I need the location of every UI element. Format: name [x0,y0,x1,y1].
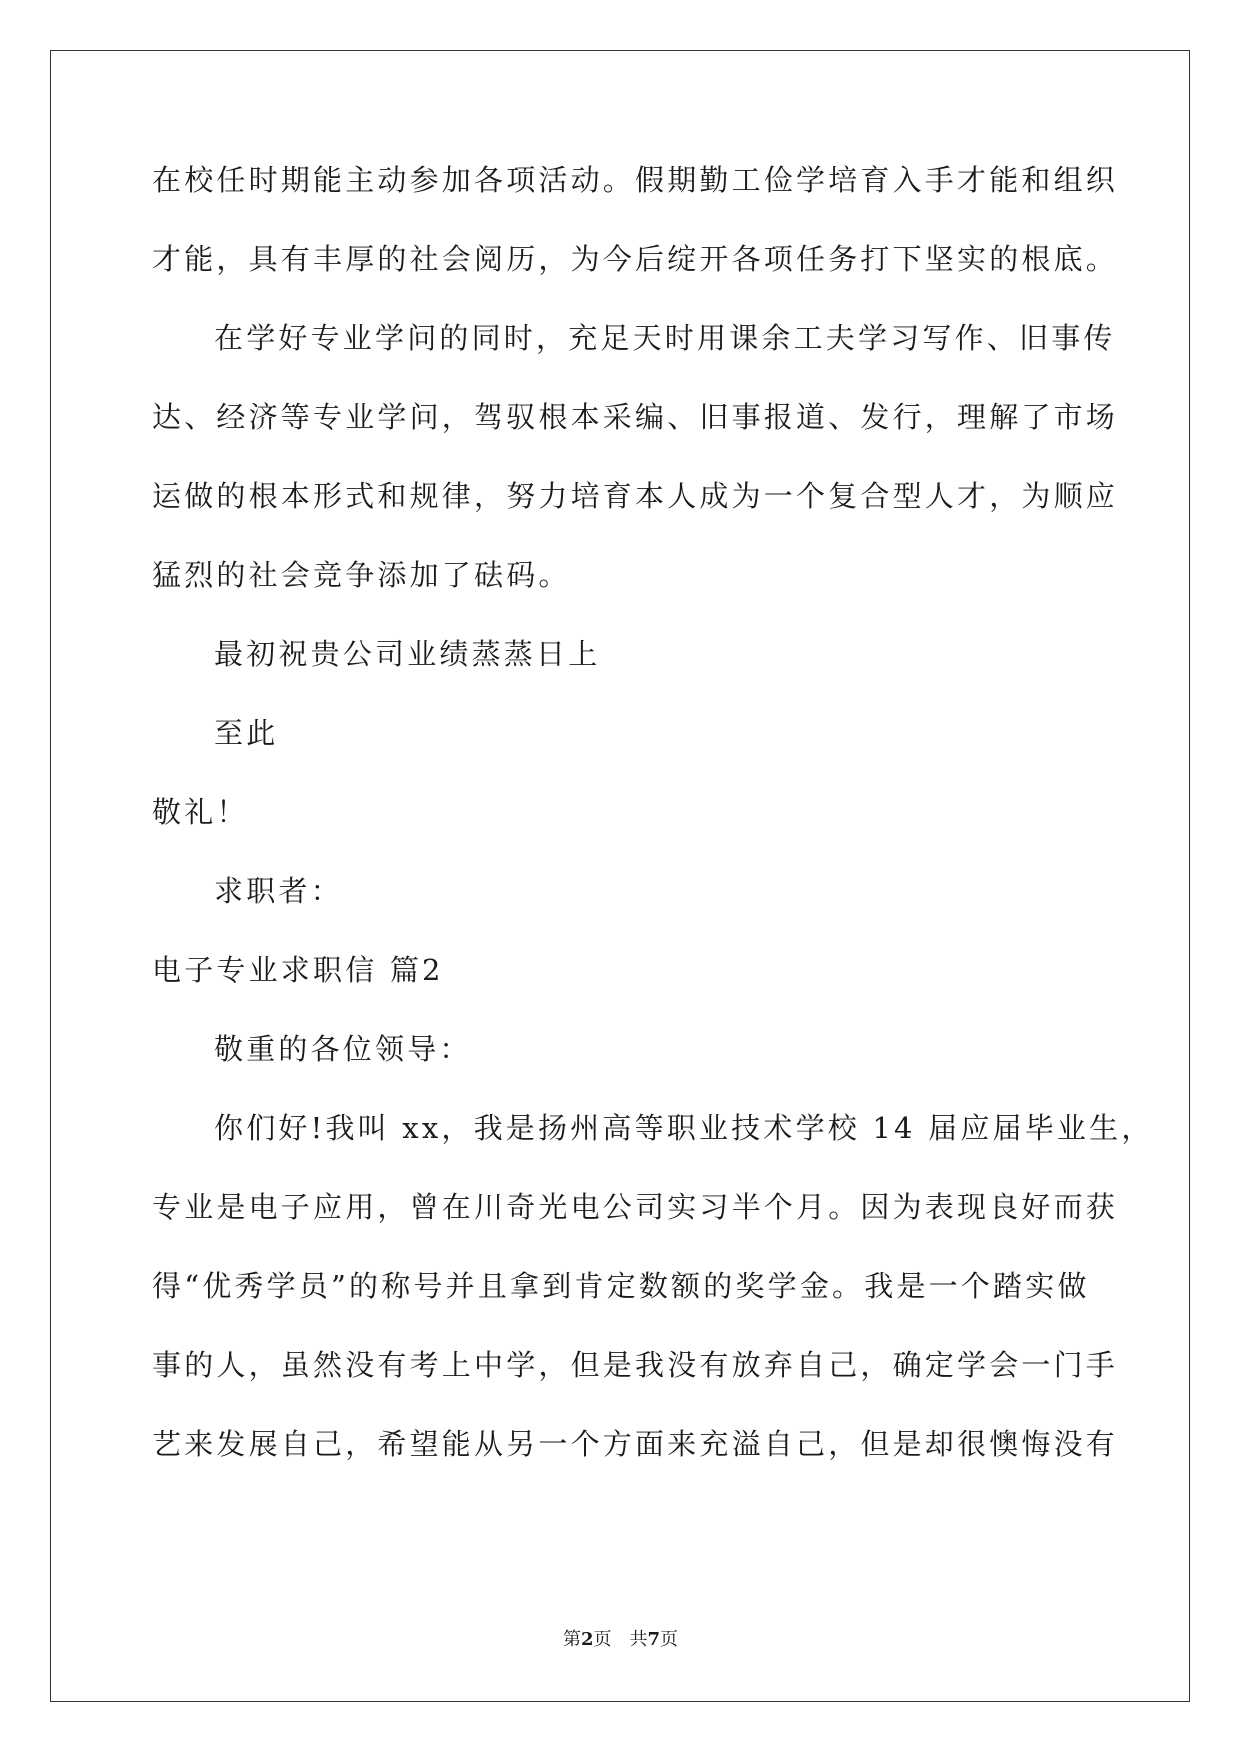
body-line-16: 事的人，虽然没有考上中学，但是我没有放弃自己，确定学会一门手 [152,1348,1119,1382]
page-total: 7 [647,1629,661,1650]
signature-label: 求职者： [214,874,343,908]
closing-salutation: 至此 [214,716,279,750]
closing-regards: 敬礼！ [152,795,249,829]
body-line-17: 艺来发展自己，希望能从另一个方面来充溢自己，但是却很懊悔没有 [152,1427,1119,1461]
body-line-5: 运做的根本形式和规律，努力培育本人成为一个复合型人才，为顺应 [152,479,1119,513]
body-line-15: 得“优秀学员”的称号并且拿到肯定数额的奖学金。我是一个踏实做 [152,1269,1090,1303]
page-mid: 页 共 [593,1629,648,1650]
body-line-14: 专业是电子应用，曾在川奇光电公司实习半个月。因为表现良好而获 [152,1190,1119,1224]
page-footer [0,1625,1241,1651]
body-line-13: 你们好!我叫 xx，我是扬州高等职业技术学校 14 届应届毕业生， [214,1111,1154,1145]
body-line-4: 达、经济等专业学问，驾驭根本采编、旧事报道、发行，理解了市场 [152,400,1119,434]
body-line-1: 在校任时期能主动参加各项活动。假期勤工俭学培育入手才能和组织 [152,163,1119,197]
page-suffix: 页 [660,1629,679,1650]
document-body [152,160,1154,1503]
closing-wish: 最初祝贵公司业绩蒸蒸日上 [214,637,601,671]
greeting-line: 敬重的各位领导： [214,1032,472,1066]
body-line-3: 在学好专业学问的同时，充足天时用课余工夫学习写作、旧事传 [214,321,1116,355]
page-prefix: 第 [562,1629,581,1650]
body-line-2: 才能，具有丰厚的社会阅历，为今后绽开各项任务打下坚实的根底。 [152,242,1119,276]
page-current: 2 [580,1629,594,1650]
section-heading: 电子专业求职信 篇2 [152,953,444,987]
body-line-6: 猛烈的社会竞争添加了砝码。 [152,558,571,592]
